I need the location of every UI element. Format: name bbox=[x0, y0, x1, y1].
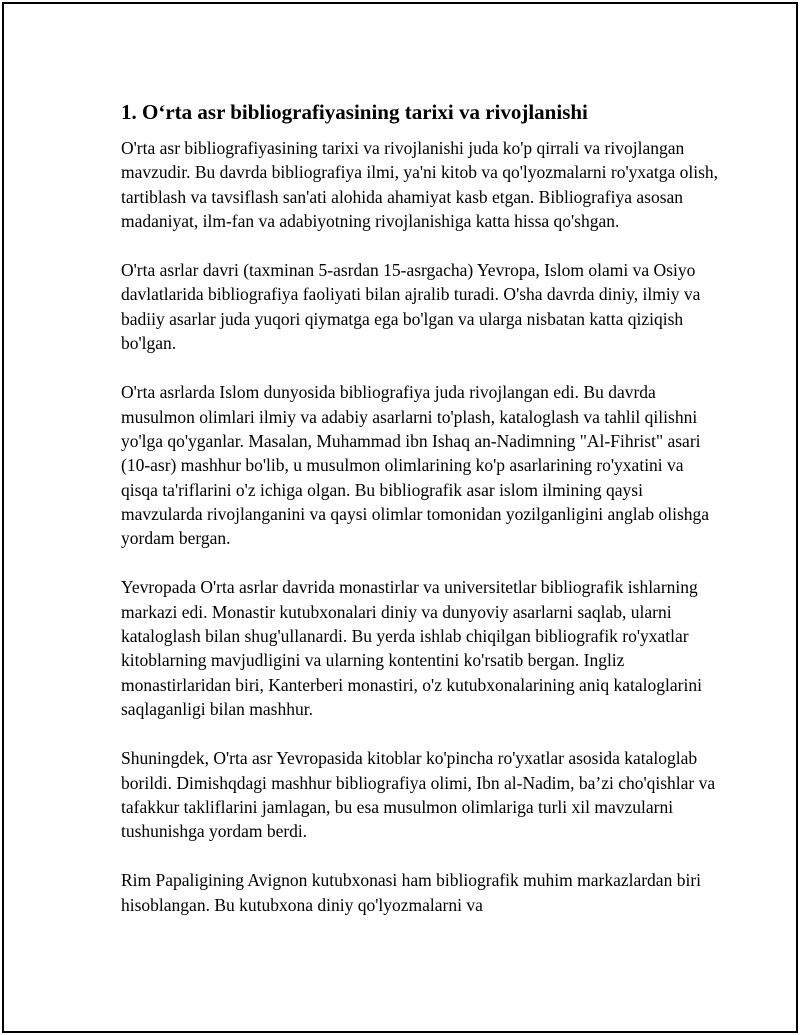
paragraph-2: O'rta asrlar davri (taxminan 5-asrdan 15-asrgacha) Yevropa, Islom olami va Osiyo davlatlarida bibliografiya faoliyati bilan ajralib turadi. O'sha davrda diniy, ilmiy va badiiy asarlar juda yuqori qiymatga ega bo'lgan va ularga nisbatan katta qiziqish bo'lgan. bbox=[121, 260, 701, 354]
page-frame bbox=[2, 2, 798, 1033]
paragraph-3: O'rta asrlarda Islom dunyosida bibliografiya juda rivojlangan edi. Bu davrda musulmon olimlari ilmiy va adabiy asarlarni to'plash, kataloglash va tahlil qilishni yo'lga qo'yganlar. Masalan, Muhammad ibn Ishaq an-Nadimning "Al-Fihrist" asari (10-asr) mashhur bo'lib, u musulmon olimlarining ko'p asarlarining ro'yxatini va qisqa ta'riflarini o'z ichiga olgan. Bu bibliografik asar islom ilmining qaysi mavzularda rivojlanganini va qaysi olimlar tomonidan yozilganligini anglab olishga yordam bergan. bbox=[121, 382, 710, 549]
document-title: 1. O‘rta asr bibliografiyasining tarixi va rivojlanishi bbox=[121, 100, 588, 124]
paragraph-4: Yevropada O'rta asrlar davrida monastirlar va universitetlar bibliografik ishlarning markazi edi. Monastir kutubxonalari diniy va dunyoviy asarlarni saqlab, ularni kataloglash bilan shug'ullanardi. Bu yerda ishlab chiqilgan bibliografik ro'yxatlar kitoblarning mavjudligini va ularning kontentini ko'rsatib bergan. Ingliz monastirlaridan biri, Kanterberi monastiri, o'z kutubxonalarining aniq kataloglarini saqlaganligi bilan mashhur. bbox=[121, 577, 702, 719]
document-body bbox=[121, 99, 721, 942]
paragraph-5: Shuningdek, O'rta asr Yevropasida kitoblar ko'pincha ro'yxatlar asosida kataloglab borildi. Dimishqdagi mashhur bibliografiya olimi, Ibn al-Nadim, ba’zi cho'qishlar va tafakkur takliflarini jamlagan, bu esa musulmon olimlariga turli xil mavzularni tushunishga yordam berdi. bbox=[121, 748, 716, 842]
paragraph-6: Rim Papaligining Avignon kutubxonasi ham bibliografik muhim markazlardan biri hisoblangan. Bu kutubxona diniy qo'lyozmalarni va bbox=[121, 870, 702, 915]
paragraph-1: O'rta asr bibliografiyasining tarixi va rivojlanishi juda ko'p qirrali va rivojlangan mavzudir. Bu davrda bibliografiya ilmi, ya'ni kitob va qo'lyozmalarni ro'yxatga olish, tartiblash va tavsiflash san'ati alohida ahamiyat kasb etgan. Bibliografiya asosan madaniyat, ilm-fan va adabiyotning rivojlanishiga katta hissa qo'shgan. bbox=[121, 138, 719, 231]
